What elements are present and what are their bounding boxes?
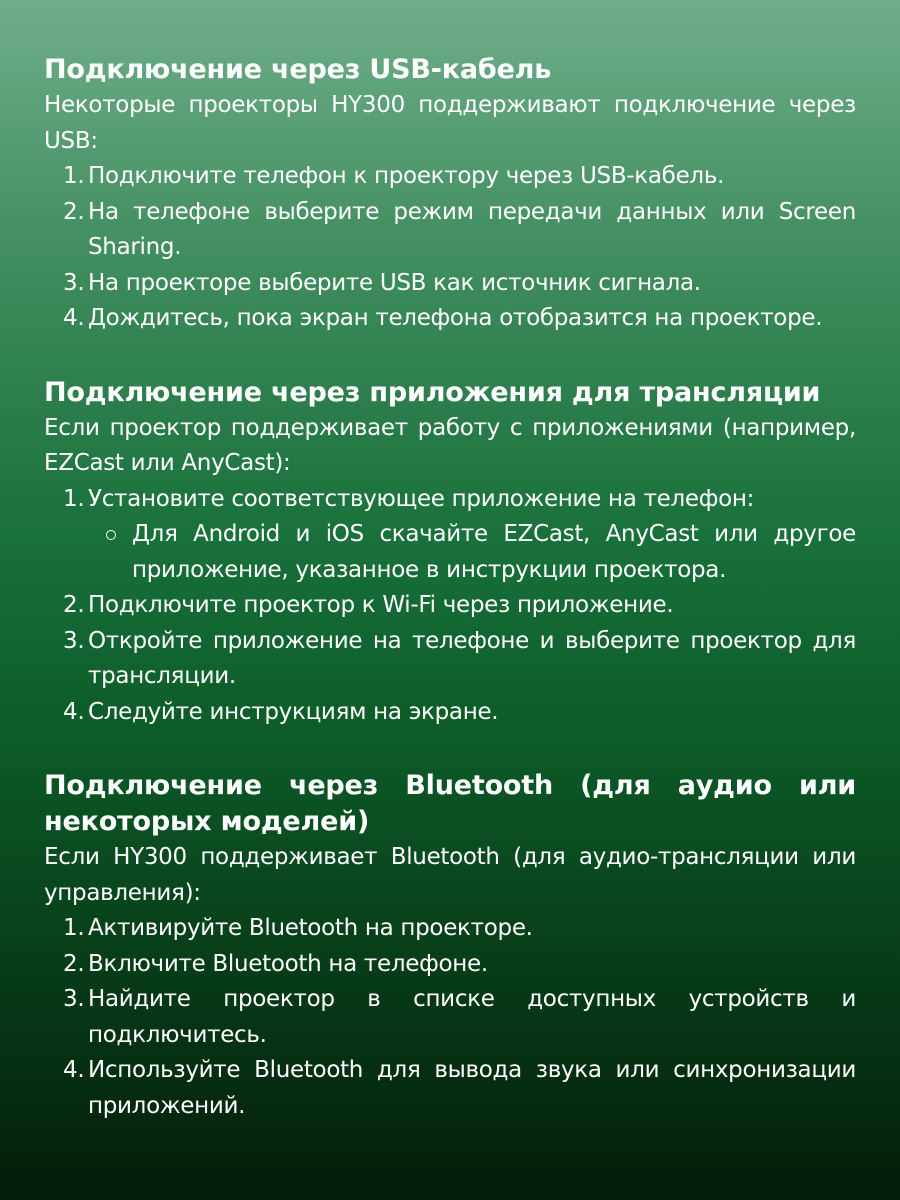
step-number: 4. [63, 698, 85, 725]
step-text: На проекторе выберите USB как источник сигнала. [88, 269, 701, 296]
step-number: 3. [63, 627, 85, 654]
list-item [44, 695, 856, 731]
list-item [44, 266, 856, 302]
list-item [44, 911, 856, 947]
step-number: 4. [63, 1057, 85, 1083]
section-usb [44, 52, 856, 337]
step-number: 1. [63, 485, 85, 512]
step-text: Дождитесь, пока экран телефона отобразится на проекторе. [88, 305, 823, 331]
step-text: Подключите телефон к проектору через USB-кабель. [88, 163, 725, 189]
step-text: Используйте Bluetooth для вывода звука или синхронизации приложений. [88, 1057, 856, 1119]
list-item [44, 1053, 856, 1124]
sub-list-item [88, 517, 856, 588]
list-item [44, 624, 856, 695]
step-text: Активируйте Bluetooth на проекторе. [88, 915, 533, 941]
list-item [44, 588, 856, 624]
section-heading: Подключение через USB-кабель [44, 54, 552, 85]
section-intro: Если HY300 поддерживает Bluetooth (для аудио-трансляции или управления): [44, 844, 856, 906]
step-number: 1. [63, 915, 85, 941]
steps-list [44, 159, 856, 337]
step-text: На телефоне выберите режим передачи данных или Screen Sharing. [88, 198, 856, 260]
section-cast-apps [44, 375, 856, 731]
list-item [44, 947, 856, 983]
section-intro: Некоторые проекторы HY300 поддерживают подключение через USB: [44, 92, 856, 154]
step-text: Установите соответствующее приложение на телефон: [88, 485, 755, 512]
step-text: Включите Bluetooth на телефоне. [88, 950, 488, 977]
step-number: 2. [63, 950, 85, 977]
list-item [44, 482, 856, 589]
instructions-page [44, 52, 856, 1124]
step-number: 2. [63, 198, 85, 225]
step-number: 3. [63, 269, 85, 296]
list-item [44, 982, 856, 1053]
section-bluetooth [44, 768, 856, 1124]
step-number: 2. [63, 592, 85, 618]
step-text: Подключите проектор к Wi-Fi через приложение. [88, 592, 674, 618]
step-text: Найдите проектор в списке доступных устройств и подключитесь. [88, 986, 856, 1048]
step-text: Следуйте инструкциям на экране. [88, 698, 499, 725]
step-number: 4. [63, 305, 85, 331]
sub-list [88, 517, 856, 588]
steps-list [44, 482, 856, 731]
list-item [44, 301, 856, 337]
steps-list [44, 911, 856, 1124]
list-item [44, 195, 856, 266]
list-item [44, 159, 856, 195]
step-text: Откройте приложение на телефоне и выберите проектор для трансляции. [88, 627, 856, 689]
section-heading: Подключение через приложения для трансляции [44, 376, 821, 408]
step-number: 3. [63, 986, 85, 1012]
section-heading: Подключение через Bluetooth (для аудио или некоторых моделей) [44, 770, 856, 837]
step-number: 1. [63, 163, 85, 189]
section-intro: Если проектор поддерживает работу с приложениями (например, EZCast или AnyCast): [44, 414, 856, 476]
hollow-bullet-icon [106, 530, 116, 540]
sub-step-text: Для Android и iOS скачайте EZCast, AnyCast или другое приложение, указанное в инструкции проектора. [132, 521, 856, 583]
